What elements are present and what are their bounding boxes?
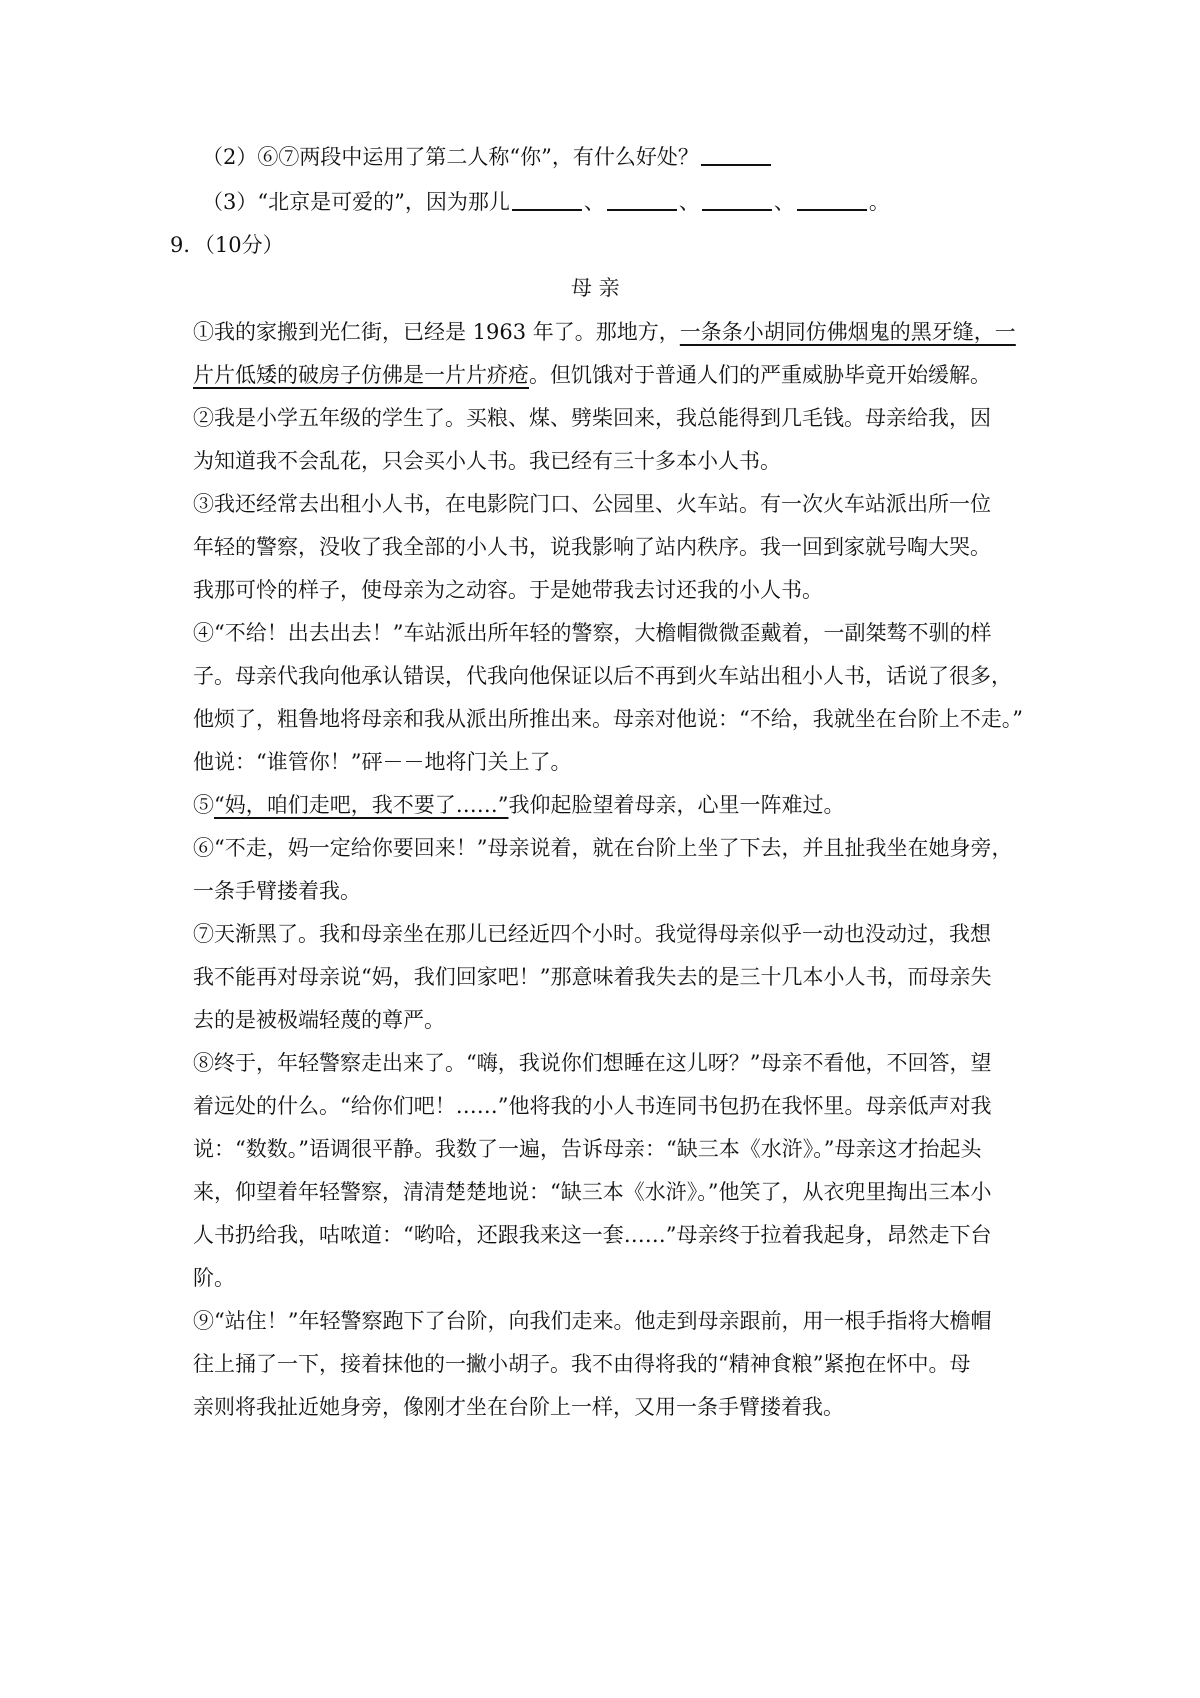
- separator: 、: [773, 190, 795, 214]
- question-9-number: 9．（10分）: [170, 233, 284, 257]
- question-2: [202, 142, 773, 172]
- answer-blank[interactable]: [701, 144, 771, 166]
- paragraph-4-line-1: ④“不给！出去出去！”车站派出所年轻的警察，大檐帽微微歪戴着，一副桀骜不驯的样: [193, 621, 992, 645]
- answer-blank-4[interactable]: [797, 189, 867, 211]
- paragraph-9-line-2: 往上捅了一下，接着抹他的一撇小胡子。我不由得将我的“精神食粮”紧抱在怀中。母: [193, 1352, 971, 1376]
- paragraph-9-line-3: 亲则将我扯近她身旁，像刚才坐在台阶上一样，又用一条手臂搂着我。: [193, 1395, 844, 1419]
- question-3: [202, 187, 890, 217]
- paragraph-2-line-2: 为知道我不会乱花，只会买小人书。我已经有三十多本小人书。: [193, 449, 781, 473]
- paragraph-3-line-3: 我那可怜的样子，使母亲为之动容。于是她带我去讨还我的小人书。: [193, 578, 823, 602]
- underlined-sentence: 一条条小胡同仿佛烟鬼的黑牙缝，一: [679, 320, 1016, 344]
- paragraph-5: ⑤“妈，咱们走吧，我不要了……”我仰起脸望着母亲，心里一阵难过。: [193, 793, 845, 817]
- paragraph-1-line-1: ①我的家搬到光仁街，已经是 1963 年了。那地方，一条条小胡同仿佛烟鬼的黑牙缝，一: [193, 320, 1016, 344]
- paragraph-8-line-4: 来，仰望着年轻警察，清清楚楚地说：“缺三本《水浒》。”他笑了，从衣兜里掏出三本小: [193, 1180, 992, 1204]
- paragraph-9-line-1: ⑨“站住！”年轻警察跑下了台阶，向我们走来。他走到母亲跟前，用一根手指将大檐帽: [193, 1309, 992, 1333]
- paragraph-8-line-1: ⑧终于，年轻警察走出来了。“嗨，我说你们想睡在这儿呀？”母亲不看他，不回答，望: [193, 1051, 992, 1075]
- paragraph-6-line-2: 一条手臂搂着我。: [193, 879, 361, 903]
- paragraph-7-line-3: 去的是被极端轻蔑的尊严。: [193, 1008, 445, 1032]
- paragraph-4-line-2: 子。母亲代我向他承认错误，代我向他保证以后不再到火车站出租小人书，话说了很多，: [193, 664, 1012, 688]
- underlined-sentence: 片片低矮的破房子仿佛是一片片疥疮: [193, 363, 529, 387]
- paragraph-4-line-3: 他烦了，粗鲁地将母亲和我从派出所推出来。母亲对他说：“不给，我就坐在台阶上不走。”: [193, 707, 1023, 731]
- paragraph-2-line-1: ②我是小学五年级的学生了。买粮、煤、劈柴回来，我总能得到几毛钱。母亲给我，因: [193, 406, 991, 430]
- paragraph-7-line-1: ⑦天渐黑了。我和母亲坐在那儿已经近四个小时。我觉得母亲似乎一动也没动过，我想: [193, 922, 991, 946]
- underlined-sentence: “妈，咱们走吧，我不要了……”: [214, 793, 509, 817]
- separator: 、: [583, 190, 605, 214]
- paragraph-6-line-1: ⑥“不走，妈一定给你要回来！”母亲说着，就在台阶上坐了下去，并且扯我坐在她身旁，: [193, 836, 1013, 860]
- paragraph-8-line-6: 阶。: [193, 1266, 235, 1290]
- question-3-text: （3）“北京是可爱的”，因为那儿: [202, 190, 510, 214]
- paragraph-7-line-2: 我不能再对母亲说“妈，我们回家吧！”那意味着我失去的是三十几本小人书，而母亲失: [193, 965, 992, 989]
- answer-blank-2[interactable]: [607, 189, 677, 211]
- paragraph-3-line-1: ③我还经常去出租小人书，在电影院门口、公园里、火车站。有一次火车站派出所一位: [193, 492, 991, 516]
- paragraph-4-line-4: 他说：“谁管你！”砰－－地将门关上了。: [193, 750, 572, 774]
- paragraph-8-line-5: 人书扔给我，咕哝道：“哟哈，还跟我来这一套……”母亲终于拉着我起身，昂然走下台: [193, 1223, 992, 1247]
- separator: 、: [678, 190, 700, 214]
- answer-blank-1[interactable]: [512, 189, 582, 211]
- passage-title: 母 亲: [571, 276, 620, 300]
- paragraph-1-line-2: 片片低矮的破房子仿佛是一片片疥疮。但饥饿对于普通人们的严重威胁毕竟开始缓解。: [193, 363, 991, 387]
- paragraph-8-line-3: 说：“数数。”语调很平静。我数了一遍，告诉母亲：“缺三本《水浒》。”母亲这才抬起头: [193, 1137, 982, 1161]
- answer-blank-3[interactable]: [702, 189, 772, 211]
- period: 。: [868, 190, 890, 214]
- paragraph-8-line-2: 着远处的什么。“给你们吧！……”他将我的小人书连同书包扔在我怀里。母亲低声对我: [193, 1094, 992, 1118]
- paragraph-3-line-2: 年轻的警察，没收了我全部的小人书，说我影响了站内秩序。我一回到家就号啕大哭。: [193, 535, 991, 559]
- question-2-text: （2）⑥⑦两段中运用了第二人称“你”，有什么好处？: [202, 145, 699, 169]
